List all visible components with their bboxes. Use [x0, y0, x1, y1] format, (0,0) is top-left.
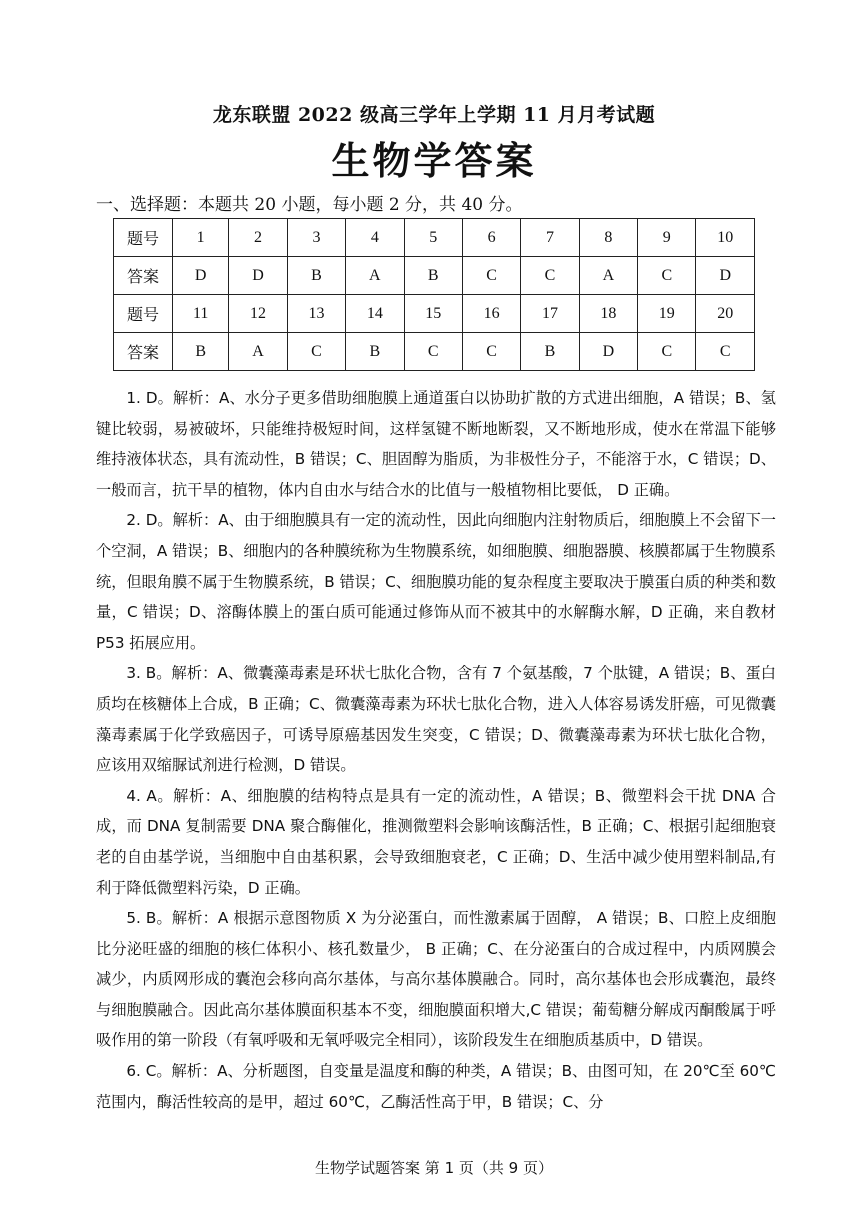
question-number-cell: 9 [638, 219, 696, 257]
explanation-paragraph: 4. A。解析：A、细胞膜的结构特点是具有一定的流动性，A 错误；B、微塑料会干扰 DNA 合成，而 DNA 复制需要 DNA 聚合酶催化，推测微塑料会影响该酶活性，B 正确；C、根据引起细胞衰老的自由基学说，当细胞中自由基积累，会导致细胞衰老，C 正确；D、生活中减少使用塑料制品,有利于降低微塑料污染，D 正确。 [96, 786, 776, 897]
answer-row [114, 333, 755, 371]
question-number-cell: 8 [579, 219, 637, 257]
answer-cell: C [287, 333, 345, 371]
answer-cell: D [696, 257, 755, 295]
section-heading: 一、选择题：本题共 20 小题，每小题 2 分，共 40 分。 [96, 195, 523, 215]
question-number-cell: 20 [696, 295, 755, 333]
question-number-cell: 15 [404, 295, 462, 333]
page-footer: 生物学试题答案 第 1 页（共 9 页） [315, 1159, 553, 1177]
answer-cell: B [404, 257, 462, 295]
answer-cell: B [521, 333, 579, 371]
explanation-paragraph: 1. D。解析：A、水分子更多借助细胞膜上通道蛋白以协助扩散的方式进出细胞，A 错误；B、氢键比较弱，易被破坏，只能维持极短时间，这样氢键不断地断裂，又不断地形成，使水在常温下能够维持液体状态，具有流动性，B 错误；C、胆固醇为脂质，为非极性分子，不能溶于水，C 错误；D、一般而言，抗干旱的植物，体内自由水与结合水的比值与一般植物相比要低， D 正确。 [96, 389, 776, 499]
question-label-cell: 题号 [114, 219, 173, 257]
answer-cell: C [638, 257, 696, 295]
explanation-paragraph: 3. B。解析：A、微囊藻毒素是环状七肽化合物，含有 7 个氨基酸，7 个肽键，A 错误；B、蛋白质均在核糖体上合成，B 正确；C、微囊藻毒素为环状七肽化合物，进入人体容易诱发肝癌，可见微囊藻毒素属于化学致癌因子，可诱导原癌基因发生突变，C 错误；D、微囊藻毒素为环状七肽化合物，应该用双缩脲试剂进行检测，D 错误。 [96, 664, 776, 775]
exam-title: 龙东联盟 2022 级高三学年上学期 11 月月考试题 [212, 104, 656, 126]
answer-label-cell: 答案 [114, 257, 173, 295]
subject-title: 生物学答案 [331, 138, 537, 183]
answer-cell: C [521, 257, 579, 295]
question-number-cell: 14 [346, 295, 404, 333]
question-number-cell: 5 [404, 219, 462, 257]
question-number-cell: 6 [462, 219, 520, 257]
answer-cell: A [346, 257, 404, 295]
question-number-cell: 4 [346, 219, 404, 257]
answer-cell: A [229, 333, 287, 371]
question-number-cell: 17 [521, 295, 579, 333]
question-number-cell: 2 [229, 219, 287, 257]
explanation-paragraph: 2. D。解析：A、由于细胞膜具有一定的流动性，因此向细胞内注射物质后，细胞膜上不会留下一个空洞，A 错误；B、细胞内的各种膜统称为生物膜系统，如细胞膜、细胞器膜、核膜都属于生物膜系统，但眼角膜不属于生物膜系统，B 错误；C、细胞膜功能的复杂程度主要取决于膜蛋白质的种类和数量，C 错误；D、溶酶体膜上的蛋白质可能通过修饰从而不被其中的水解酶水解，D 正确，来自教材 P53 拓展应用。 [96, 511, 776, 652]
question-number-cell: 10 [696, 219, 755, 257]
question-number-cell: 7 [521, 219, 579, 257]
question-number-cell: 12 [229, 295, 287, 333]
answer-cell: C [462, 257, 520, 295]
question-label-cell: 题号 [114, 295, 173, 333]
explanations [96, 383, 776, 1117]
explanation-paragraph: 5. B。解析：A 根据示意图物质 X 为分泌蛋白，而性激素属于固醇， A 错误；B、口腔上皮细胞比分泌旺盛的细胞的核仁体积小、核孔数量少， B 正确；C、在分泌蛋白的合成过程中，内质网膜会减少，内质网形成的囊泡会移向高尔基体，与高尔基体膜融合。同时，高尔基体也会形成囊泡，最终与细胞膜融合。因此高尔基体膜面积基本不变，细胞膜面积增大,C 错误；葡萄糖分解成丙酮酸属于呼吸作用的第一阶段（有氧呼吸和无氧呼吸完全相同），该阶段发生在细胞质基质中，D 错误。 [96, 909, 776, 1050]
answer-cell: C [462, 333, 520, 371]
answer-cell: B [346, 333, 404, 371]
answer-cell: D [579, 333, 637, 371]
question-number-cell: 19 [638, 295, 696, 333]
question-number-cell: 16 [462, 295, 520, 333]
explanation-paragraph: 6. C。解析：A、分析题图，自变量是温度和酶的种类，A 错误；B、由图可知，在 20℃至 60℃范围内，酶活性较高的是甲，超过 60℃，乙酶活性高于甲，B 错误；C、分 [96, 1062, 776, 1111]
question-number-cell: 13 [287, 295, 345, 333]
answer-cell: B [173, 333, 229, 371]
answer-label-cell: 答案 [114, 333, 173, 371]
question-number-row [114, 219, 755, 257]
question-number-cell: 3 [287, 219, 345, 257]
answer-cell: D [229, 257, 287, 295]
answer-row [114, 257, 755, 295]
question-number-row [114, 295, 755, 333]
answer-cell: C [404, 333, 462, 371]
answer-cell: C [638, 333, 696, 371]
answer-table [113, 218, 755, 371]
question-number-cell: 11 [173, 295, 229, 333]
question-number-cell: 18 [579, 295, 637, 333]
answer-cell: D [173, 257, 229, 295]
question-number-cell: 1 [173, 219, 229, 257]
answer-cell: A [579, 257, 637, 295]
answer-cell: B [287, 257, 345, 295]
answer-cell: C [696, 333, 755, 371]
